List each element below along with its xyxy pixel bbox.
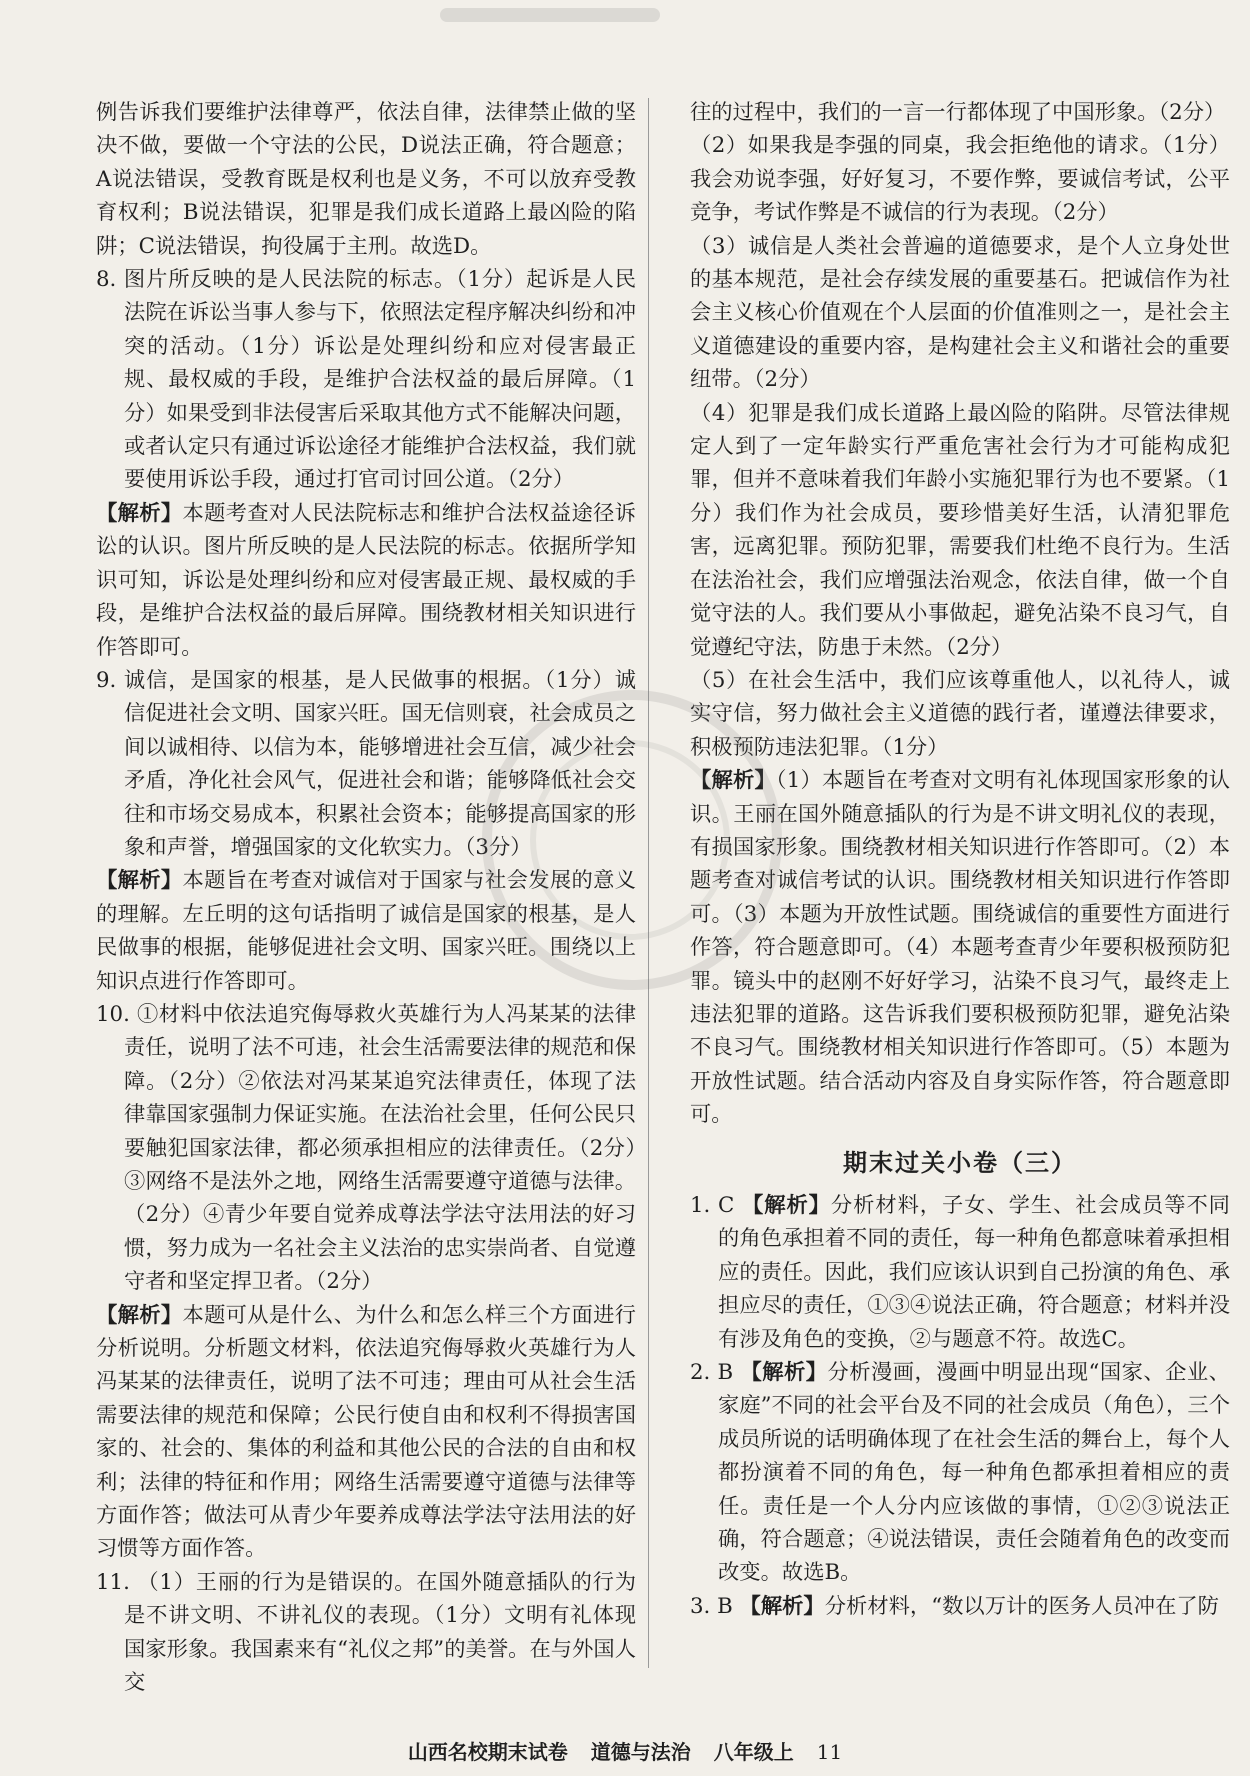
answer-s3-q1 (690, 1189, 1230, 1356)
analysis-label: 【解析】 (96, 868, 183, 894)
footer-subject: 道德与法治 (590, 1740, 691, 1764)
analysis-text: （1）本题旨在考查对文明有礼体现国家形象的认识。王丽在国外随意插队的行为是不讲文明礼仪的表现，有损国家形象。围绕教材相关知识进行作答即可。（2）本题考查对诚信考试的认识。围绕教材相关知识进行作答即可。（3）本题为开放性试题。围绕诚信的重要性方面进行作答，符合题意即可。（4）本题考查青少年要积极预防犯罪。镜头中的赵刚不好好学习，沾染不良习气，最终走上违法犯罪的道路。这告诉我们要积极预防犯罪，避免沾染不良习气。围绕教材相关知识进行作答即可。（5）本题为开放性试题。结合活动内容及自身实际作答，符合题意即可。 (690, 768, 1230, 1128)
analysis-label: 【解析】 (739, 1593, 825, 1619)
scan-mark (440, 8, 660, 22)
answer-q10: 10. ①材料中依法追究侮辱救火英雄行为人冯某某的法律责任，说明了法不可违，社会生活需要法律的规范和保障。（2分）②依法对冯某某追究法律责任，体现了法律靠国家强制力保证实施。在法治社会里，任何公民只要触犯国家法律，都必须承担相应的法律责任。（2分）③网络不是法外之地，网络生活需要遵守道德与法律。（2分）④青少年要自觉养成尊法学法守法用法的好习惯，努力成为一名社会主义法治的忠实崇尚者、自觉遵守者和坚定捍卫者。（2分） (96, 1001, 636, 1295)
analysis-text: 本题考查对人民法院标志和维护合法权益途径诉讼的认识。图片所反映的是人民法院的标志。依据所学知识可知，诉讼是处理纠纷和应对侵害最正规、最权威的手段，是维护合法权益的最后屏障。围绕教材相关知识进行作答即可。 (96, 500, 636, 660)
question-head: 3. B (690, 1593, 733, 1619)
answer-q11-part4: （4）犯罪是我们成长道路上最凶险的陷阱。尽管法律规定人到了一定年龄实行严重危害社会行为才可能构成犯罪，但并不意味着我们年龄小实施犯罪行为也不要紧。（1分）我们作为社会成员，要珍惜美好生活，认清犯罪危害，远离犯罪。预防犯罪，需要我们杜绝不良行为。生活在法治社会，我们应增强法治观念，依法自律，做一个自觉守法的人。我们要从小事做起，避免沾染不良习气，自觉遵纪守法，防患于未然。（2分） (690, 400, 1230, 660)
answer-q8: 8. 图片所反映的是人民法院的标志。（1分）起诉是人民法院在诉讼当事人参与下，依照法定程序解决纠纷和冲突的活动。（1分）诉讼是处理纠纷和应对侵害最正规、最权威的手段，是维护合法权益的最后屏障。（1分）如果受到非法侵害后采取其他方式不能解决问题，或者认定只有通过诉讼途径才能维护合法权益，我们就要使用诉讼手段，通过打官司讨回公道。（2分） (96, 267, 636, 493)
analysis-label: 【解析】 (96, 1302, 183, 1328)
question-head: 1. C (690, 1193, 735, 1218)
section-title: 期末过关小卷（三） (843, 1147, 1077, 1177)
analysis-q10 (96, 1299, 636, 1566)
analysis-text: 本题旨在考查对诚信对于国家与社会发展的意义的理解。左丘明的这句话指明了诚信是国家的根基，是人民做事的根据，能够促进社会文明、国家兴旺。围绕以上知识点进行作答即可。 (96, 868, 636, 994)
page-footer (0, 1736, 1250, 1765)
answer-q11-part2: （2）如果我是李强的同桌，我会拒绝他的请求。（1分）我会劝说李强，好好复习，不要作弊，要诚信考试，公平竞争，考试作弊是不诚信的行为表现。（2分） (690, 133, 1230, 226)
answer-q11-part5: （5）在社会生活中，我们应该尊重他人，以礼待人，诚实守信，努力做社会主义道德的践行者，谨遵法律要求，积极预防违法犯罪。（1分） (690, 667, 1230, 760)
answer-q11: 11. （1）王丽的行为是错误的。在国外随意插队的行为是不讲文明、不讲礼仪的表现。（1分）文明有礼体现国家形象。我国素来有“礼仪之邦”的美誉。在与外国人交 (96, 1569, 636, 1696)
analysis-label: 【解析】 (740, 1360, 828, 1386)
analysis-text: 分析材料，子女、学生、社会成员等不同的角色承担着不同的责任，每一种角色都意味着承担相应的责任。因此，我们应该认识到自己扮演的角色、承担应尽的责任，①③④说法正确，符合题意；材料并没有涉及角色的变换，②与题意不符。故选C。 (718, 1193, 1230, 1352)
question-head: 2. B (690, 1360, 734, 1386)
answer-q11-part3: （3）诚信是人类社会普遍的道德要求，是个人立身处世的基本规范，是社会存续发展的重要基石。把诚信作为社会主义核心价值观在个人层面的价值准则之一，是社会主义道德建设的重要内容，是构建社会主义和谐社会的重要纽带。（2分） (690, 233, 1230, 393)
analysis-text: 分析材料，“数以万计的医务人员冲在了防 (824, 1593, 1219, 1619)
analysis-label: 【解析】 (96, 500, 183, 526)
answer-q9: 9. 诚信，是国家的根基，是人民做事的根据。（1分）诚信促进社会文明、国家兴旺。国无信则衰，社会成员之间以诚相待、以信为本，能够增进社会互信，减少社会矛盾，净化社会风气，促进社会和谐；能够降低社会交往和市场交易成本，积累社会资本；能够提高国家的形象和声誉，增强国家的文化软实力。（3分） (96, 667, 636, 860)
watermark-seal-inner (530, 740, 730, 940)
answer-continuation: 例告诉我们要维护法律尊严，依法自律，法律禁止做的坚决不做，要做一个守法的公民，D说法正确，符合题意；A说法错误，受教育既是权利也是义务，不可以放弃受教育权利；B说法错误，犯罪是我们成长道路上最凶险的陷阱；C说法错误，拘役属于主刑。故选D。 (96, 100, 636, 259)
footer-book-title: 山西名校期末试卷 (407, 1740, 568, 1764)
analysis-q8 (96, 497, 636, 664)
answer-s3-q2 (690, 1356, 1230, 1590)
analysis-text: 分析漫画，漫画中明显出现“国家、企业、家庭”不同的社会平台及不同的社会成员（角色），三个成员所说的话明确体现了在社会生活的舞台上，每个人都扮演着不同的角色，每一种角色都承担着相应的责任。责任是一个人分内应该做的事情，①②③说法正确，符合题意；④说法错误，责任会随着角色的改变而改变。故选B。 (718, 1360, 1230, 1586)
analysis-label: 【解析】 (742, 1193, 831, 1218)
answer-s3-q3 (690, 1590, 1230, 1623)
footer-grade: 八年级上 (713, 1740, 794, 1764)
page-number: 11 (816, 1740, 843, 1764)
analysis-label: 【解析】 (690, 768, 776, 794)
analysis-text: 本题可从是什么、为什么和怎么样三个方面进行分析说明。分析题文材料，依法追究侮辱救火英雄行为人冯某某的法律责任，说明了法不可违；理由可从社会生活需要法律的规范和保障；公民行使自由和权利不得损害国家的、社会的、集体的利益和其他公民的合法的自由和权利；法律的特征和作用；网络生活需要遵守道德与法律等方面作答；做法可从青少年要养成尊法学法守法用法的好习惯等方面作答。 (96, 1302, 636, 1562)
answer-q11-part1-cont: 往的过程中，我们的一言一行都体现了中国形象。（2分） (690, 100, 1226, 125)
